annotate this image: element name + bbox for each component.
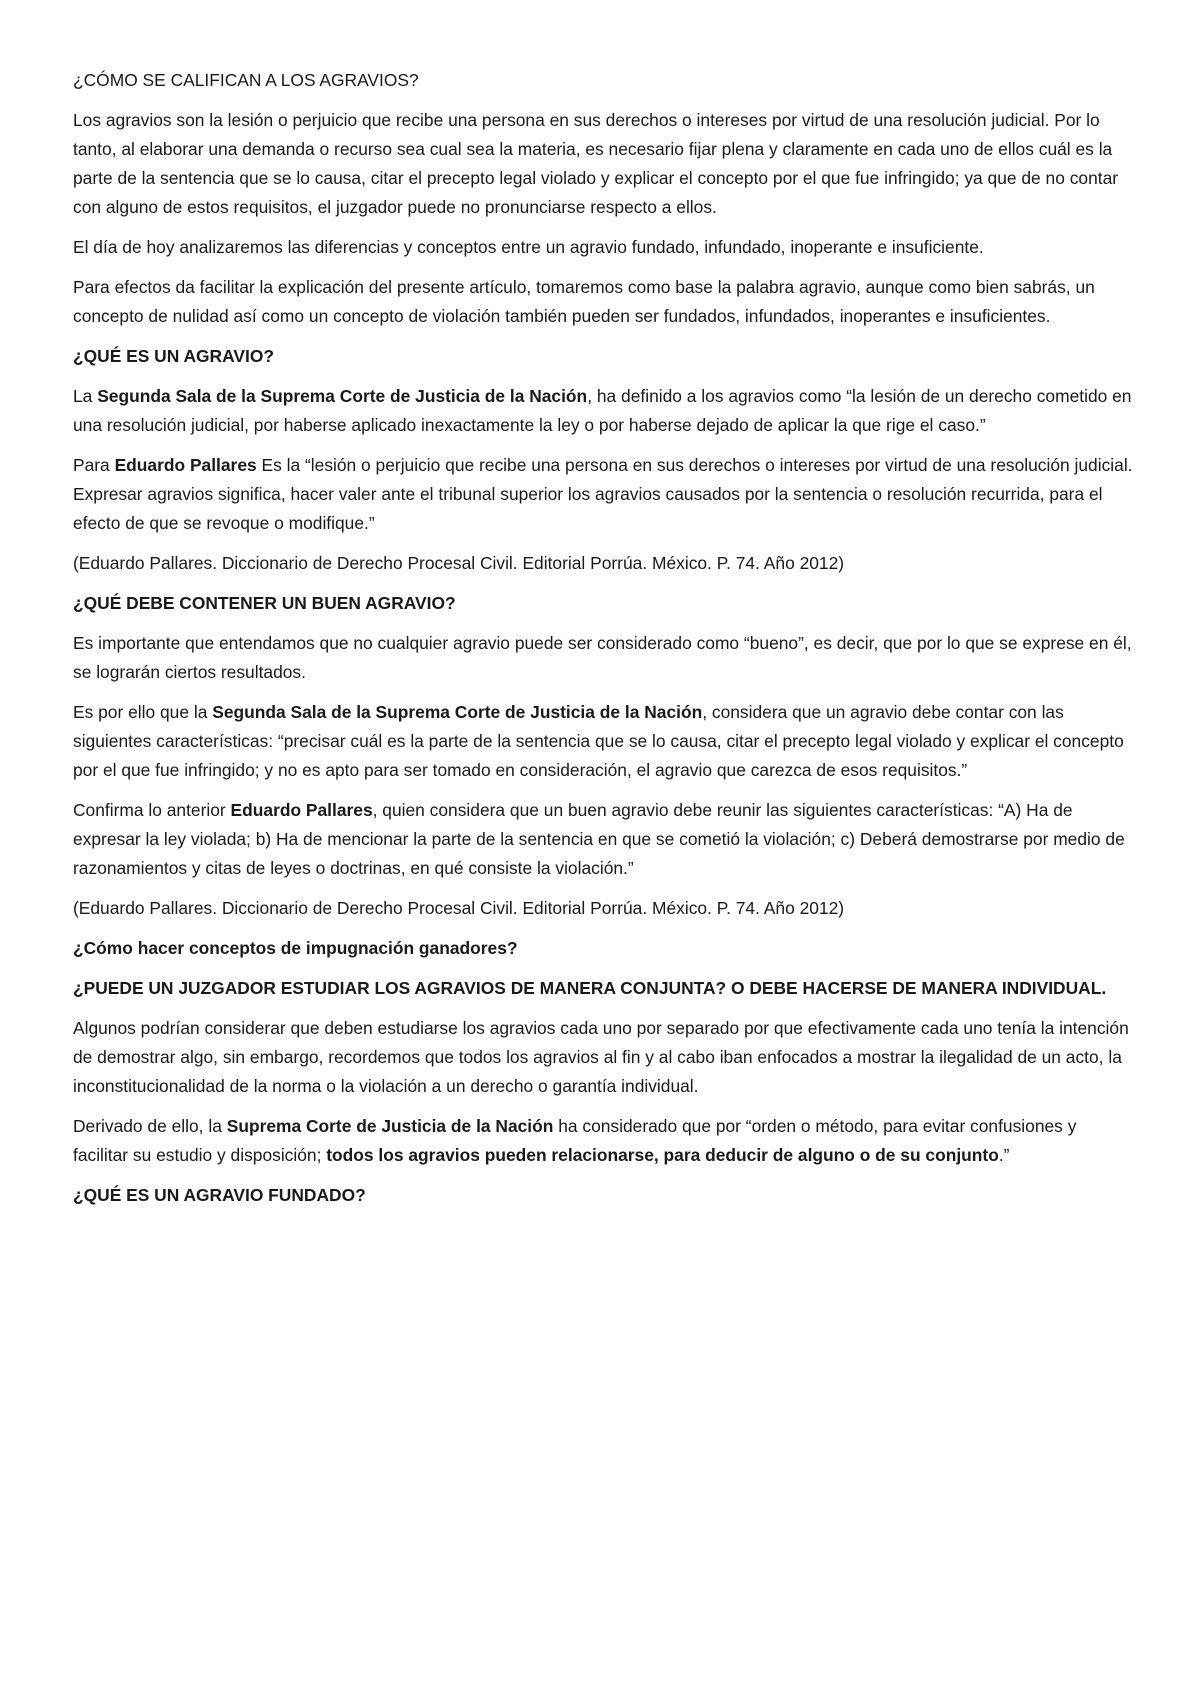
heading-estudio-conjunto: ¿PUEDE UN JUZGADOR ESTUDIAR LOS AGRAVIOS DE MANERA CONJUNTA? O DEBE HACERSE DE MANERA INDIVIDUAL. [73,978,1107,998]
bold-author: Eduardo Pallares [230,800,373,820]
document-title: ¿CÓMO SE CALIFICAN A LOS AGRAVIOS? [73,70,419,90]
text-segment: Es por ello que la [73,702,213,722]
text-segment: Derivado de ello, la [73,1116,227,1136]
bold-institution: Segunda Sala de la Suprema Corte de Justicia de la Nación [212,702,703,722]
bold-institution: Segunda Sala de la Suprema Corte de Justicia de la Nación [97,386,588,406]
heading-que-es-agravio: ¿QUÉ ES UN AGRAVIO? [73,346,274,366]
document-page [73,66,1135,1221]
text-segment: Confirma lo anterior [73,800,231,820]
paragraph-explanation-basis: Para efectos da facilitar la explicación del presente artículo, tomaremos como base la palabra agravio, aunque como bien sabrás, un concepto de nulidad así como un concepto de violación también pueden ser fundados, infundados, inoperantes e insuficientes. [73,277,1095,326]
heading-buen-agravio: ¿QUÉ DEBE CONTENER UN BUEN AGRAVIO? [73,593,456,613]
text-segment: Para [73,455,115,475]
heading-conceptos-ganadores: ¿Cómo hacer conceptos de impugnación ganadores? [73,938,518,958]
text-segment: La [73,386,98,406]
paragraph-pallares-caracteristicas [73,796,1135,883]
bold-author: Eduardo Pallares [114,455,257,475]
text-segment: , quien considera que un buen agravio debe reunir las siguientes características: “A) Ha de expresar la ley violada; b) Ha de mencionar la parte de la sentencia en que se cometió la violación; c) Deberá demostrarse por medio de razonamientos y citas de leyes o doctrinas, en qué consiste la violación.” [73,800,1125,878]
paragraph-buen-agravio-intro: Es importante que entendamos que no cualquier agravio puede ser considerado como “bueno”, es decir, que por lo que se exprese en él, se lograrán ciertos resultados. [73,633,1132,682]
paragraph-scjn-relacion [73,1112,1135,1170]
paragraph-estudio-separado: Algunos podrían considerar que deben estudiarse los agravios cada uno por separado por que efectivamente cada uno tenía la intención de demostrar algo, sin embargo, recordemos que todos los agravios al fin y al cabo iban enfocados a mostrar la ilegalidad de un acto, la inconstitucionalidad de la norma o la violación a un derecho o garantía individual. [73,1018,1129,1096]
text-segment: , considera que un agravio debe contar con las siguientes características: “precisar cuál es la parte de la sentencia que se lo causa, citar el precepto legal violado y explicar el concepto por el que fue infringido; y no es apto para ser tomado en consideración, el agravio que carezca de esos requisitos.” [73,702,1124,780]
paragraph-pallares-definition [73,451,1135,538]
text-segment: .” [998,1145,1010,1165]
citation-pallares-1: (Eduardo Pallares. Diccionario de Derecho Procesal Civil. Editorial Porrúa. México. P. 74. Año 2012) [73,553,845,573]
paragraph-analysis-intro: El día de hoy analizaremos las diferencias y conceptos entre un agravio fundado, infundado, inoperante e insuficiente. [73,237,984,257]
text-segment: ha considerado que por “orden o método, para evitar confusiones y facilitar su estudio y disposición; [73,1116,1077,1165]
bold-quote: todos los agravios pueden relacionarse, para deducir de alguno o de su conjunto [326,1145,999,1165]
paragraph-scjn-definition [73,382,1135,440]
paragraph-definition: Los agravios son la lesión o perjuicio que recibe una persona en sus derechos o intereses por virtud de una resolución judicial. Por lo tanto, al elaborar una demanda o recurso sea cual sea la materia, es necesario fijar plena y claramente en cada uno de ellos cuál es la parte de la sentencia que se lo causa, citar el precepto legal violado y explicar el concepto por el que fue infringido; ya que de no contar con alguno de estos requisitos, el juzgador puede no pronunciarse respecto a ellos. [73,110,1119,217]
text-segment: , ha definido a los agravios como “la lesión de un derecho cometido en una resolución judicial, por haberse aplicado inexactamente la ley o por haberse dejado de aplicar la que rige el caso.” [73,386,1132,435]
citation-pallares-2: (Eduardo Pallares. Diccionario de Derecho Procesal Civil. Editorial Porrúa. México. P. 74. Año 2012) [73,898,845,918]
heading-agravio-fundado: ¿QUÉ ES UN AGRAVIO FUNDADO? [73,1185,366,1205]
paragraph-scjn-caracteristicas [73,698,1135,785]
text-segment: Es la “lesión o perjuicio que recibe una persona en sus derechos o intereses por virtud de una resolución judicial. Expresar agravios significa, hacer valer ante el tribunal superior los agravios causados por la sentencia o resolución recurrida, para el efecto de que se revoque o modifique.” [73,455,1133,533]
bold-institution: Suprema Corte de Justicia de la Nación [226,1116,554,1136]
